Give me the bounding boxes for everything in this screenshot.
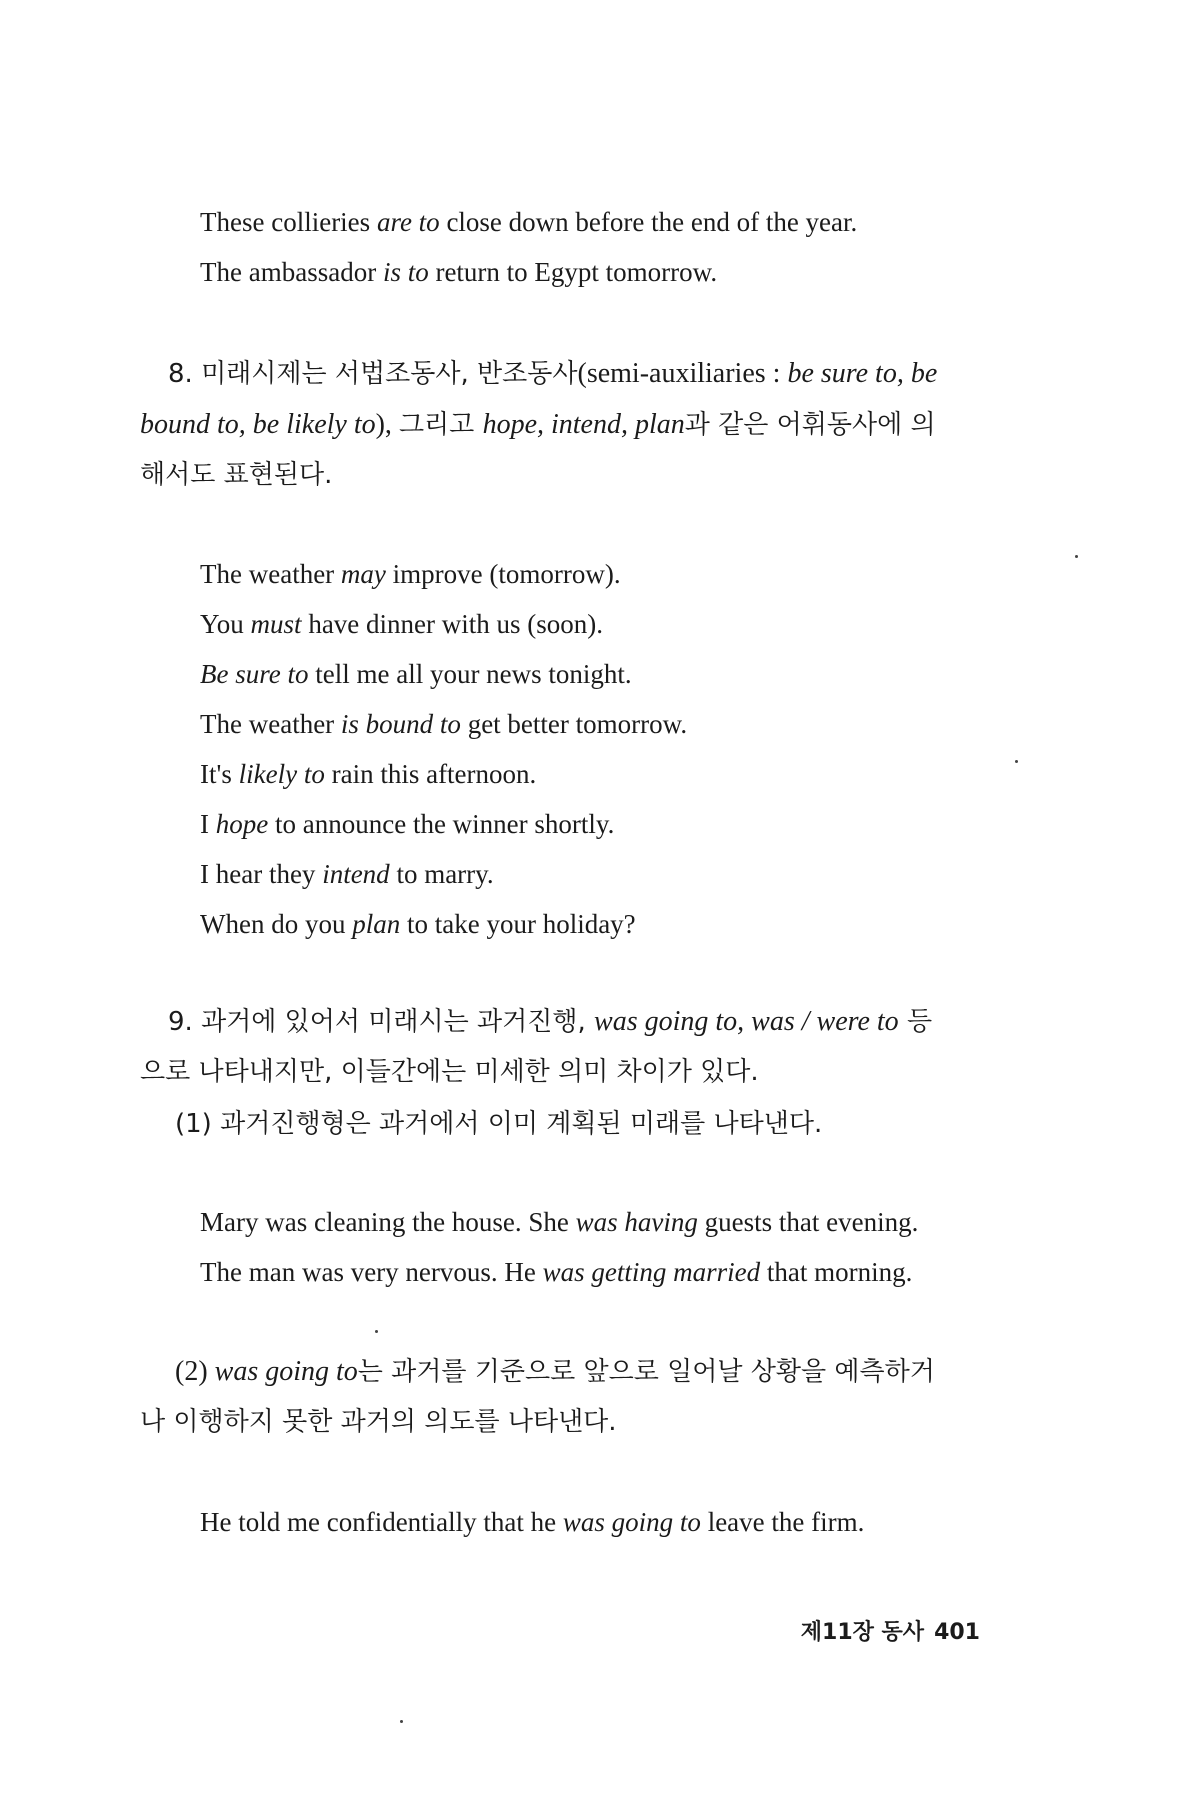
sentence-text: guests that evening. <box>697 1207 919 1237</box>
example-sentence <box>200 255 717 289</box>
example-sentence <box>200 757 536 791</box>
emphasis-text: may <box>340 559 386 589</box>
korean-text: 는 과거를 기준으로 앞으로 일어날 상황을 예측하거 <box>357 1357 935 1387</box>
sentence-text: improve (tomorrow). <box>385 559 621 589</box>
chapter-label: 제11장 동사 <box>800 1620 925 1645</box>
emphasis-text: was getting married <box>542 1257 761 1287</box>
example-sentence <box>200 1255 912 1289</box>
sentence-text: The ambassador <box>200 257 383 287</box>
emphasis-text: hope, intend, plan <box>482 409 685 440</box>
korean-text: 등 <box>898 1007 933 1037</box>
korean-text: 그리고 <box>398 410 483 440</box>
section9-sub1 <box>175 1107 822 1141</box>
sentence-text: The weather <box>200 559 341 589</box>
example-sentence <box>200 657 632 691</box>
korean-text: 과 같은 어휘동사에 의 <box>684 410 936 440</box>
sentence-text: have dinner with us (soon). <box>301 609 604 639</box>
sentence-text: tell me all your news tonight. <box>308 659 632 689</box>
section8-line1 <box>168 357 937 391</box>
emphasis-text: was going to, was / were to <box>594 1006 899 1037</box>
sentence-text: that morning. <box>760 1257 913 1287</box>
emphasis-text: likely to <box>238 759 325 789</box>
sentence-text: to take your holiday? <box>400 909 636 939</box>
emphasis-text: was having <box>575 1207 698 1237</box>
example-sentence <box>200 557 621 591</box>
example-sentence <box>200 857 494 891</box>
sentence-text: leave the firm. <box>700 1507 865 1537</box>
sentence-text: rain this afternoon. <box>324 759 537 789</box>
emphasis-text: was going to <box>562 1507 701 1537</box>
english-text: (2) <box>175 1356 215 1387</box>
korean-text: (1) 과거진행형은 과거에서 이미 계획된 미래를 나타낸다. <box>175 1109 823 1139</box>
sentence-text: These collieries <box>200 207 377 237</box>
example-sentence <box>200 907 636 941</box>
sentence-text: to announce the winner shortly. <box>268 809 615 839</box>
section9-sub2-line2 <box>140 1405 617 1439</box>
example-sentence <box>200 807 614 841</box>
sentence-text: close down before the end of the year. <box>439 207 858 237</box>
korean-text: 해서도 표현된다. <box>140 460 333 490</box>
sentence-text: I <box>200 809 216 839</box>
section9-line2 <box>140 1055 759 1089</box>
korean-text: 9. 과거에 있어서 미래시는 과거진행, <box>168 1007 595 1037</box>
english-text: ), <box>375 409 399 440</box>
sentence-text: You <box>200 609 251 639</box>
section9-line1 <box>168 1005 932 1039</box>
sentence-text: to marry. <box>389 859 494 889</box>
sentence-text: get better tomorrow. <box>460 709 688 739</box>
emphasis-text: was going to <box>214 1356 358 1387</box>
emphasis-text: intend <box>322 859 390 889</box>
sentence-text: When do you <box>200 909 353 939</box>
emphasis-text: must <box>250 609 302 639</box>
emphasis-text: be sure to, be <box>787 358 938 389</box>
emphasis-text: is to <box>382 257 429 287</box>
section8-line2 <box>140 408 936 442</box>
sentence-text: It's <box>200 759 239 789</box>
sentence-text: He told me confidentially that he <box>200 1507 563 1537</box>
emphasis-text: bound to, be likely to <box>140 409 376 440</box>
page-number: 401 <box>934 1620 980 1645</box>
english-text: (semi-auxiliaries : <box>577 358 788 389</box>
emphasis-text: is bound to <box>340 709 461 739</box>
sentence-text: The weather <box>200 709 341 739</box>
sentence-text: I hear they <box>200 859 323 889</box>
emphasis-text: hope <box>215 809 269 839</box>
scan-speck <box>400 1720 403 1723</box>
emphasis-text: Be sure to <box>200 659 309 689</box>
section8-line3 <box>140 458 332 492</box>
page-footer <box>801 1615 980 1646</box>
korean-text: 나 이행하지 못한 과거의 의도를 나타낸다. <box>140 1407 617 1437</box>
section9-sub2-line1 <box>175 1355 935 1389</box>
scan-speck <box>375 1330 378 1333</box>
scan-speck <box>1015 760 1018 763</box>
example-sentence <box>200 707 687 741</box>
sentence-text: return to Egypt tomorrow. <box>428 257 718 287</box>
korean-text: 으로 나타내지만, 이들간에는 미세한 의미 차이가 있다. <box>140 1057 759 1087</box>
example-sentence <box>200 607 603 641</box>
sentence-text: The man was very nervous. He <box>200 1257 543 1287</box>
scan-speck <box>1075 555 1078 558</box>
korean-text: 8. 미래시제는 서법조동사, 반조동사 <box>168 359 578 389</box>
emphasis-text: plan <box>352 909 401 939</box>
example-sentence <box>200 1505 864 1539</box>
sentence-text: Mary was cleaning the house. She <box>200 1207 576 1237</box>
example-sentence <box>200 1205 918 1239</box>
emphasis-text: are to <box>376 207 440 237</box>
example-sentence <box>200 205 857 239</box>
